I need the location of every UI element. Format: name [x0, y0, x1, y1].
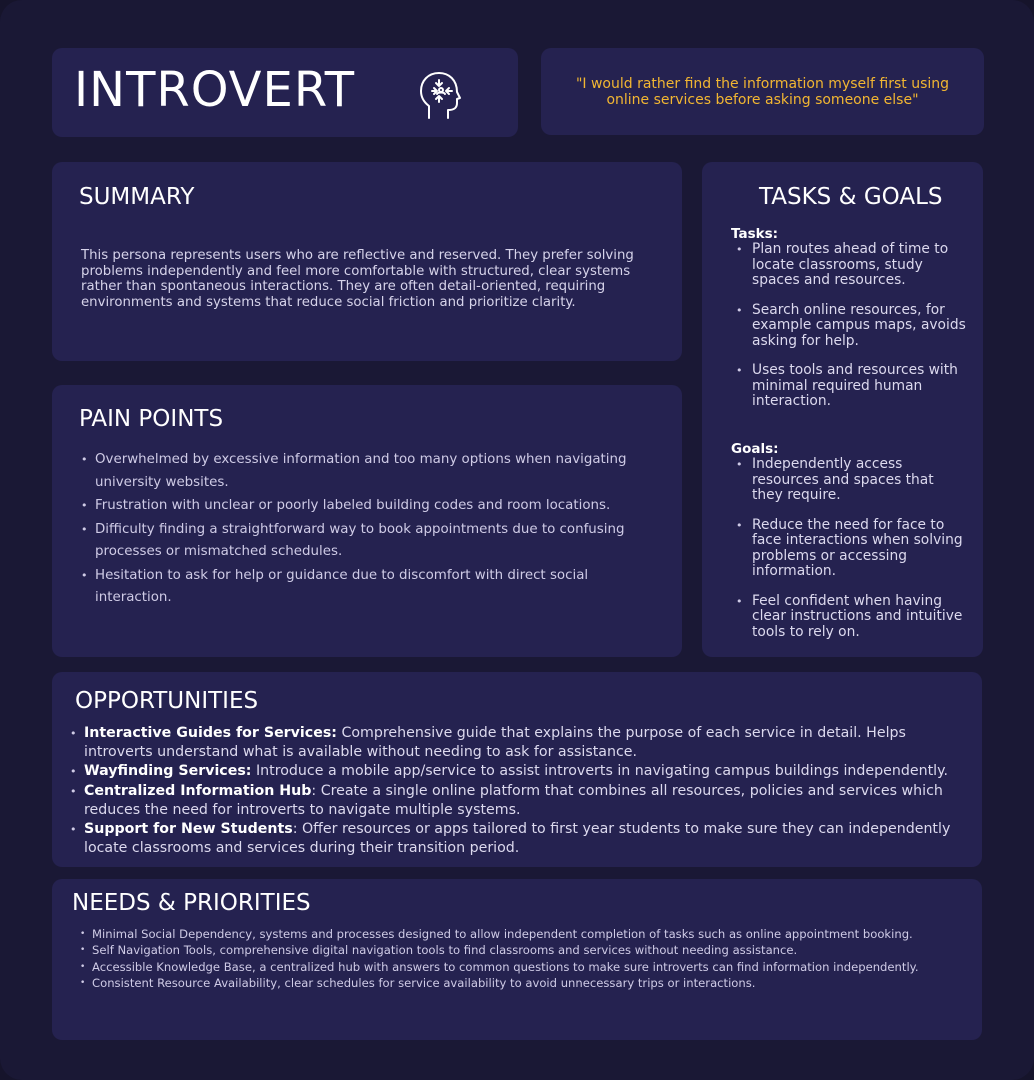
opportunity-title: Centralized Information Hub [84, 782, 312, 799]
summary-heading: SUMMARY [79, 184, 195, 210]
needs-list [80, 926, 950, 991]
opportunity-title: Wayfinding Services: [84, 763, 252, 780]
quote-card [541, 48, 984, 135]
goals-list [736, 457, 966, 640]
opportunity-text: Comprehensive guide that explains the purpose of each service in detail. Helps introverts understand what is available without needing to ask for assistance. [84, 725, 906, 761]
opportunity-title: Interactive Guides for Services: [84, 725, 337, 741]
needs-priorities-card [52, 879, 982, 1040]
opportunities-list [70, 724, 960, 858]
opportunity-text: : Offer resources or apps tailored to first year students to make sure they can independently locate classrooms and services during their transition period. [84, 821, 951, 857]
list-item: • Difficulty finding a straightforward way to book appointments due to confusing processes or mismatched schedules. [81, 519, 641, 564]
pain-points-list [81, 449, 641, 610]
opportunity-title: Support for New Students [84, 821, 293, 838]
tasks-goals-card [702, 162, 983, 657]
summary-card [52, 162, 682, 361]
persona-quote: "I would rather find the information myself first using online services before asking someone else" [575, 75, 950, 108]
tasks-goals-heading: TASKS & GOALS [759, 184, 943, 210]
list-item: • Reduce the need for face to face interactions when solving problems or accessing information. [736, 518, 966, 580]
opportunity-text: : Create a single online platform that combines all resources, policies and services which reduces the need for introverts to navigate multiple systems. [84, 782, 943, 818]
list-item: • Minimal Social Dependency, systems and processes designed to allow independent completion of tasks such as online appointment booking. [80, 926, 950, 942]
page-title: INTROVERT [74, 62, 356, 118]
tasks-list [736, 242, 966, 410]
list-item: • Overwhelmed by excessive information and too many options when navigating university websites. [81, 449, 641, 494]
list-item: • Frustration with unclear or poorly labeled building codes and room locations. [81, 495, 641, 518]
list-item: • Plan routes ahead of time to locate classrooms, study spaces and resources. [736, 242, 966, 289]
list-item: • Feel confident when having clear instructions and intuitive tools to rely on. [736, 594, 966, 641]
list-item: • Independently access resources and spaces that they require. [736, 457, 966, 504]
opportunities-heading: OPPORTUNITIES [75, 688, 259, 714]
head-arrows-icon [412, 66, 470, 124]
summary-text: This persona represents users who are reflective and reserved. They prefer solving problems independently and feel more comfortable with structured, clear systems rather than spontaneous interactions. They are often detail-oriented, requiring environments and systems that reduce social friction and prioritize clarity. [81, 248, 634, 310]
list-item: • Uses tools and resources with minimal required human interaction. [736, 363, 966, 410]
opportunities-card [52, 672, 982, 867]
opportunity-text: Introduce a mobile app/service to assist introverts in navigating campus buildings independently. [251, 763, 948, 780]
list-item: • Self Navigation Tools, comprehensive digital navigation tools to find classrooms and services without needing assistance. [80, 942, 950, 958]
list-item: • Accessible Knowledge Base, a centralized hub with answers to common questions to make sure introverts can find information independently. [80, 959, 950, 975]
goals-label: Goals: [731, 441, 779, 457]
pain-points-card [52, 385, 682, 657]
list-item [70, 782, 960, 820]
list-item: • Hesitation to ask for help or guidance due to discomfort with direct social interaction. [81, 565, 641, 610]
list-item: • Consistent Resource Availability, clear schedules for service availability to avoid unnecessary trips or interactions. [80, 975, 950, 991]
tasks-label: Tasks: [731, 226, 779, 242]
list-item: • Search online resources, for example campus maps, avoids asking for help. [736, 303, 966, 350]
list-item [70, 762, 960, 781]
list-item [70, 820, 960, 858]
list-item [70, 724, 960, 762]
needs-heading: NEEDS & PRIORITIES [72, 890, 311, 916]
pain-points-heading: PAIN POINTS [79, 406, 224, 432]
